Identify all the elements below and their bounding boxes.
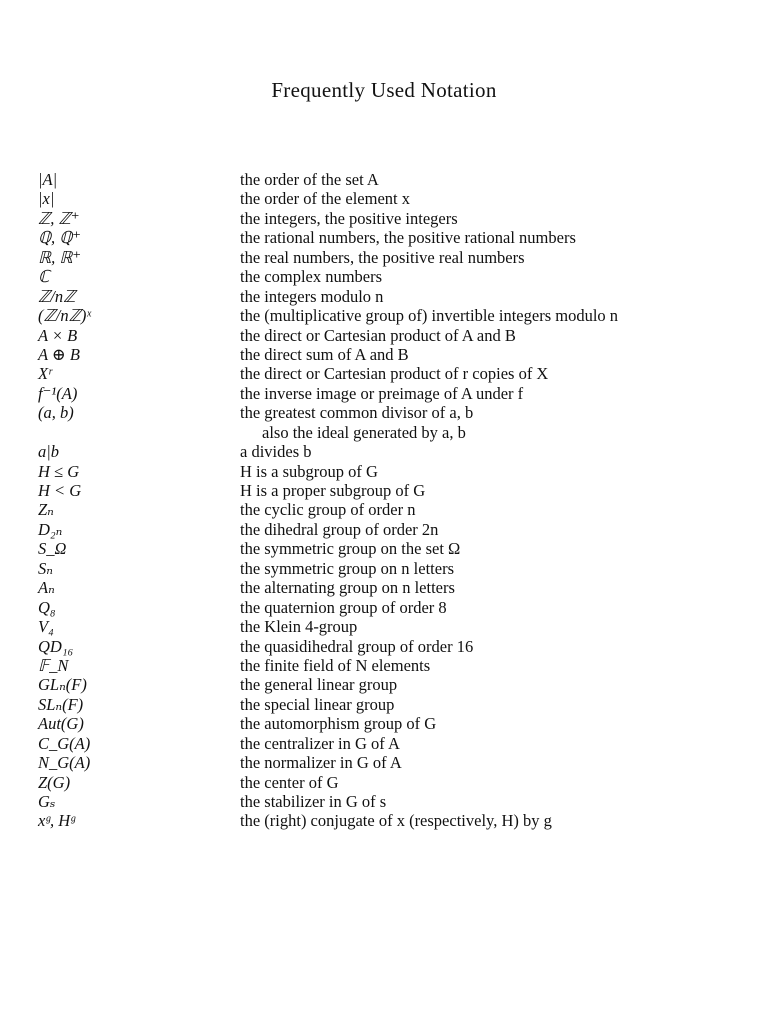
- notation-description: the automorphism group of G: [240, 714, 437, 734]
- notation-symbol: xᵍ, Hᵍ: [38, 811, 75, 831]
- notation-description: the order of the set A: [240, 170, 379, 189]
- notation-list: [0, 170, 768, 831]
- notation-row: [0, 559, 768, 578]
- notation-symbol: Xʳ: [38, 364, 52, 384]
- notation-row: [0, 811, 768, 830]
- notation-symbol: ℤ/nℤ: [38, 286, 76, 306]
- notation-row: [0, 617, 768, 636]
- notation-row: [0, 189, 768, 208]
- notation-row: [0, 462, 768, 481]
- notation-symbol: A × B: [38, 325, 78, 345]
- notation-row: [0, 578, 768, 597]
- notation-symbol: ℂ: [38, 267, 50, 287]
- notation-description: the dihedral group of order 2n: [240, 519, 439, 539]
- notation-row: [0, 695, 768, 714]
- notation-symbol: V₄: [38, 617, 54, 637]
- notation-row: [0, 656, 768, 675]
- notation-symbol: (ℤ/nℤ)ˣ: [38, 306, 92, 326]
- notation-row: [0, 714, 768, 733]
- notation-row: [0, 598, 768, 617]
- notation-description: the integers, the positive integers: [240, 208, 458, 228]
- notation-row: [0, 773, 768, 792]
- notation-description: the normalizer in G of A: [240, 753, 402, 773]
- notation-description: the (multiplicative group of) invertible integers modulo n: [240, 306, 619, 326]
- notation-row: [0, 248, 768, 267]
- notation-symbol: SLₙ(F): [38, 694, 84, 714]
- notation-description: the cyclic group of order n: [240, 500, 416, 520]
- notation-description: the greatest common divisor of a, b: [240, 403, 474, 423]
- notation-description: H is a subgroup of G: [240, 461, 378, 481]
- notation-symbol: H ≤ G: [38, 461, 80, 481]
- notation-row: [0, 753, 768, 772]
- notation-description: the Klein 4-group: [240, 617, 358, 637]
- notation-row: [0, 267, 768, 286]
- notation-description: the symmetric group on n letters: [240, 558, 454, 578]
- notation-row: [0, 423, 768, 442]
- notation-description: also the ideal generated by a, b: [262, 422, 466, 442]
- notation-description: the centralizer in G of A: [240, 733, 400, 753]
- notation-description: the quaternion group of order 8: [240, 597, 447, 617]
- notation-description: the symmetric group on the set Ω: [240, 539, 461, 559]
- notation-symbol: Zₙ: [38, 500, 54, 520]
- notation-symbol: Aₙ: [38, 578, 55, 598]
- notation-description: the stabilizer in G of s: [240, 792, 387, 811]
- notation-description: the alternating group on n letters: [240, 578, 455, 598]
- notation-description: the quasidihedral group of order 16: [240, 636, 474, 656]
- notation-symbol: Aut(G): [38, 714, 84, 734]
- notation-row: [0, 209, 768, 228]
- notation-description: the complex numbers: [240, 267, 383, 287]
- notation-description: the direct or Cartesian product of A and B: [240, 325, 516, 345]
- notation-description: the integers modulo n: [240, 286, 384, 306]
- notation-row: [0, 306, 768, 325]
- notation-description: a divides b: [240, 442, 312, 462]
- notation-row: [0, 481, 768, 500]
- notation-symbol: D₂ₙ: [38, 519, 63, 539]
- notation-symbol: ℚ, ℚ⁺: [38, 228, 81, 248]
- notation-row: [0, 287, 768, 306]
- notation-symbol: (a, b): [38, 403, 74, 423]
- notation-description: H is a proper subgroup of G: [240, 481, 426, 500]
- notation-symbol: |x|: [38, 189, 55, 209]
- notation-row: [0, 228, 768, 247]
- notation-symbol: f⁻¹(A): [38, 383, 78, 403]
- notation-row: [0, 364, 768, 383]
- notation-row: [0, 170, 768, 189]
- notation-symbol: H < G: [38, 481, 82, 500]
- notation-symbol: A ⊕ B: [38, 344, 80, 364]
- notation-symbol: Q₈: [38, 597, 56, 617]
- notation-row: [0, 442, 768, 461]
- notation-row: [0, 326, 768, 345]
- notation-symbol: C_G(A): [38, 733, 91, 753]
- notation-row: [0, 792, 768, 811]
- notation-row: [0, 500, 768, 519]
- notation-row: [0, 675, 768, 694]
- notation-symbol: |A|: [38, 170, 58, 189]
- notation-row: [0, 539, 768, 558]
- notation-row: [0, 637, 768, 656]
- notation-description: the finite field of N elements: [240, 655, 431, 675]
- notation-row: [0, 520, 768, 539]
- notation-symbol: ℝ, ℝ⁺: [38, 247, 82, 267]
- notation-symbol: Sₙ: [38, 558, 53, 578]
- notation-symbol: QD₁₆: [38, 636, 74, 656]
- notation-description: the real numbers, the positive real numbers: [240, 247, 525, 267]
- notation-symbol: GLₙ(F): [38, 675, 87, 695]
- notation-symbol: a|b: [38, 442, 60, 462]
- notation-description: the special linear group: [240, 694, 395, 714]
- notation-symbol: Z(G): [38, 772, 71, 792]
- notation-row: [0, 384, 768, 403]
- notation-description: the rational numbers, the positive rational numbers: [240, 228, 576, 248]
- notation-description: the direct or Cartesian product of r copies of X: [240, 364, 549, 384]
- notation-description: the general linear group: [240, 675, 398, 695]
- notation-symbol: 𝔽_N: [38, 655, 69, 675]
- notation-description: the direct sum of A and B: [240, 344, 409, 364]
- notation-description: the (right) conjugate of x (respectively, H) by g: [240, 811, 552, 831]
- notation-symbol: ℤ, ℤ⁺: [38, 208, 80, 228]
- page-title: Frequently Used Notation: [271, 78, 497, 102]
- notation-description: the inverse image or preimage of A under f: [240, 383, 524, 403]
- notation-row: [0, 345, 768, 364]
- notation-symbol: Gₛ: [38, 792, 56, 811]
- notation-description: the center of G: [240, 772, 339, 792]
- notation-row: [0, 734, 768, 753]
- notation-description: the order of the element x: [240, 189, 410, 209]
- notation-symbol: N_G(A): [38, 753, 91, 773]
- notation-row: [0, 403, 768, 422]
- notation-symbol: S_Ω: [38, 539, 67, 559]
